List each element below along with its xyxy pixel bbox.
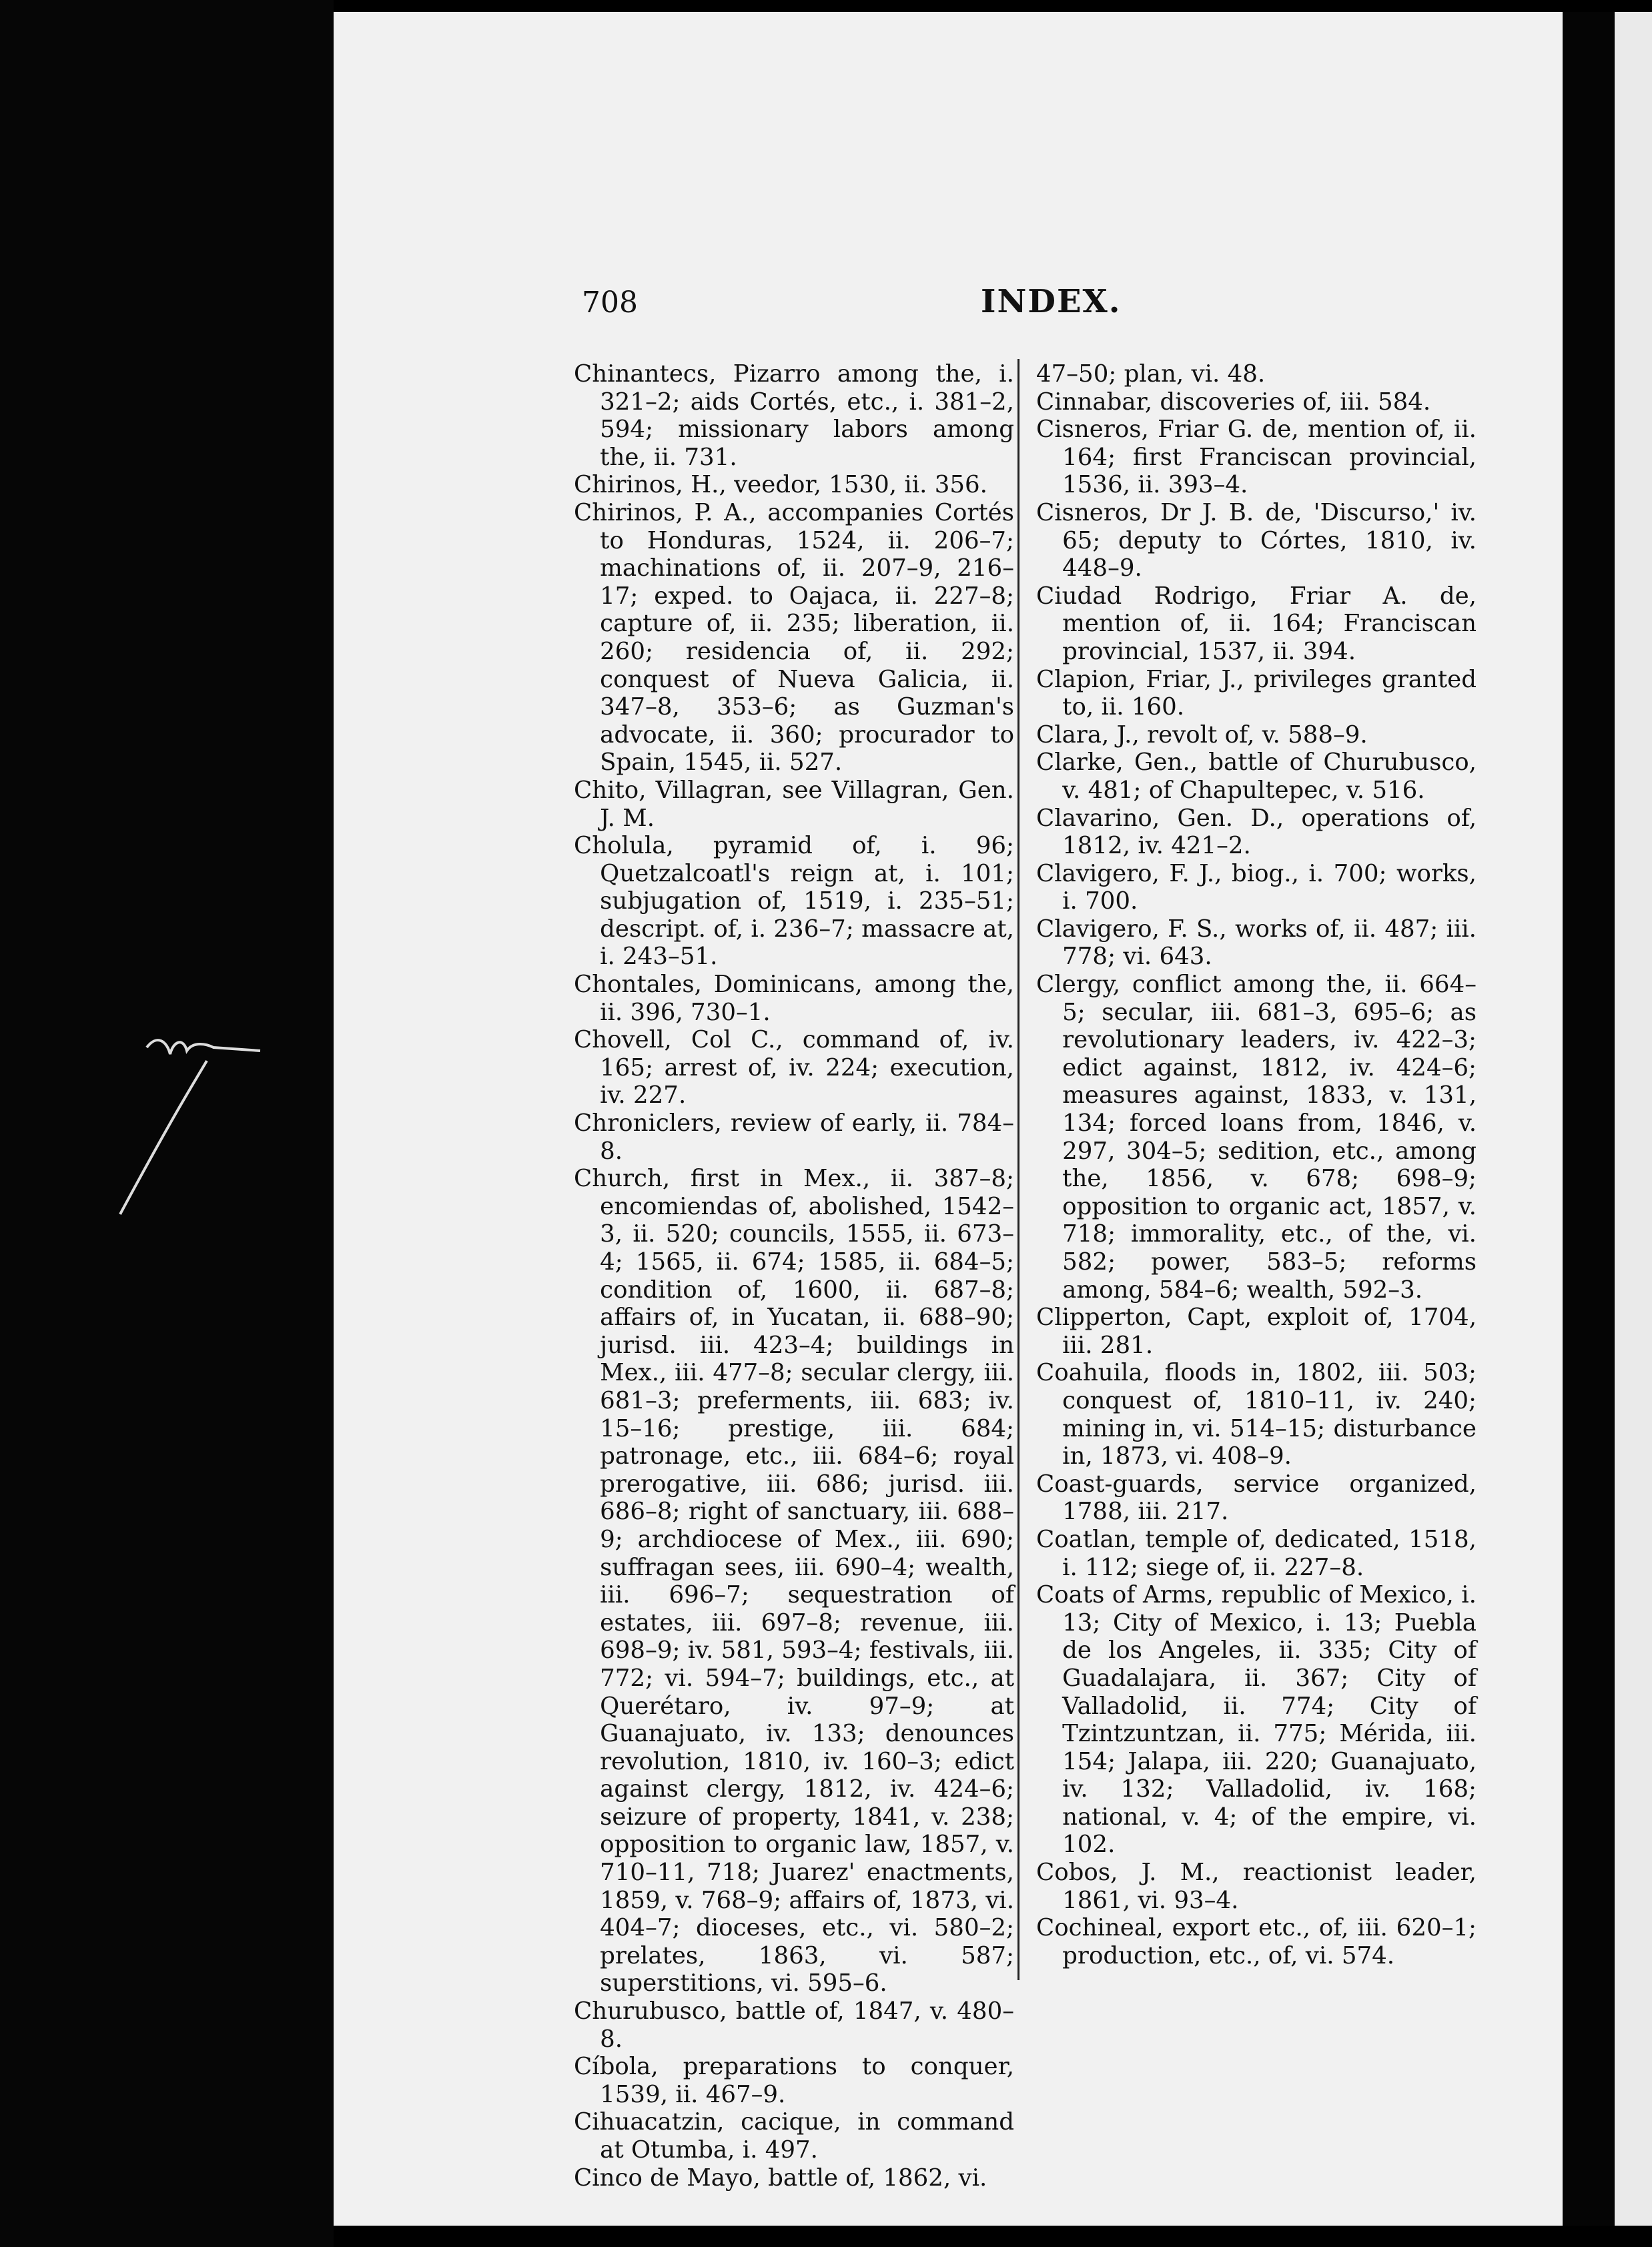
index-entry: Chontales, Dominicans, among the, ii. 396, 730–1. [574, 971, 1014, 1026]
index-entry: Churubusco, battle of, 1847, v. 480–8. [574, 1997, 1014, 2053]
page-number: 708 [582, 286, 638, 320]
index-entry: Clavigero, F. J., biog., i. 700; works, i. 700. [1036, 859, 1477, 915]
index-entry: Clavigero, F. S., works of, ii. 487; iii. 778; vi. 643. [1036, 915, 1477, 971]
index-entry: Clipperton, Capt, exploit of, 1704, iii. 281. [1036, 1304, 1477, 1359]
index-entry: Clavarino, Gen. D., operations of, 1812, iv. 421–2. [1036, 804, 1477, 860]
index-entry: Cinco de Mayo, battle of, 1862, vi. [574, 2164, 987, 2192]
index-entry: Clergy, conflict among the, ii. 664–5; secular, iii. 681–3, 695–6; as revolutionary leaders, iv. 422–3; edict against, 1812, iv. 424–6; measures against, 1833, v. 131, 134; forced loans from, 1846, v. 297, 304–5; sedition, etc., among the, 1856, v. 678; 698–9; opposition to organic act, 1857, v. 718; immorality, etc., of the, vi. 582; power, 583–5; reforms among, 584–6; wealth, 592–3. [1036, 971, 1477, 1304]
index-entry: Clapion, Friar, J., privileges granted to, ii. 160. [1036, 665, 1477, 721]
index-entry: Chito, Villagran, see Villagran, Gen. J. M. [574, 776, 1014, 832]
index-entry: Chroniclers, review of early, ii. 784–8. [574, 1109, 1014, 1165]
index-entry: Cisneros, Dr J. B. de, 'Discurso,' iv. 65; deputy to Córtes, 1810, iv. 448–9. [1036, 498, 1477, 582]
index-entry: Chirinos, H., veedor, 1530, ii. 356. [574, 471, 987, 499]
index-column-left [574, 360, 1014, 2192]
index-entry: Chinantecs, Pizarro among the, i. 321–2; aids Cortés, etc., i. 381–2, 594; missionary labors among the, ii. 731. [574, 360, 1014, 471]
index-entry: Cobos, J. M., reactionist leader, 1861, vi. 93–4. [1036, 1859, 1477, 1914]
index-entry: Cinnabar, discoveries of, iii. 584. [1036, 388, 1431, 416]
index-entry: Coats of Arms, republic of Mexico, i. 13; City of Mexico, i. 13; Puebla de los Angeles, ii. 335; City of Guadalajara, ii. 367; City of Valladolid, ii. 774; City of Tzintzuntzan, ii. 775; Mérida, iii. 154; Jalapa, iii. 220; Guanajuato, iv. 132; Valladolid, iv. 168; national, v. 4; of the empire, vi. 102. [1036, 1581, 1477, 1859]
book-page [334, 12, 1563, 2226]
index-entry-continuation: 47–50; plan, vi. 48. [1036, 360, 1266, 388]
column-divider [1017, 359, 1019, 1980]
facing-page-edge [1615, 12, 1652, 2226]
pencil-scribble-mark [107, 1021, 320, 1234]
index-entry: Cihuacatzin, cacique, in command at Otumba, i. 497. [574, 2108, 1014, 2164]
index-entry: Cholula, pyramid of, i. 96; Quetzalcoatl's reign at, i. 101; subjugation of, 1519, i. 235–51; descript. of, i. 236–7; massacre at, i. 243–51. [574, 832, 1014, 971]
index-column-right [1036, 360, 1477, 1969]
index-entry: Clara, J., revolt of, v. 588–9. [1036, 721, 1368, 749]
index-entry: Coatlan, temple of, dedicated, 1518, i. 112; siege of, ii. 227–8. [1036, 1525, 1477, 1581]
index-entry: Chovell, Col C., command of, iv. 165; arrest of, iv. 224; execution, iv. 227. [574, 1026, 1014, 1109]
index-entry: Cochineal, export etc., of, iii. 620–1; production, etc., of, vi. 574. [1036, 1914, 1477, 1969]
book-gutter [1563, 12, 1615, 2226]
index-entry: Clarke, Gen., battle of Churubusco, v. 481; of Chapultepec, v. 516. [1036, 749, 1477, 804]
index-entry: Cíbola, preparations to conquer, 1539, ii. 467–9. [574, 2053, 1014, 2108]
index-entry: Coahuila, floods in, 1802, iii. 503; conquest of, 1810–11, iv. 240; mining in, vi. 514–15; disturbance in, 1873, vi. 408–9. [1036, 1359, 1477, 1470]
index-entry: Ciudad Rodrigo, Friar A. de, mention of, ii. 164; Franciscan provincial, 1537, ii. 394. [1036, 582, 1477, 665]
index-entry: Church, first in Mex., ii. 387–8; encomiendas of, abolished, 1542–3, ii. 520; councils, 1555, ii. 673–4; 1565, ii. 674; 1585, ii. 684–5; condition of, 1600, ii. 687–8; affairs of, in Yucatan, ii. 688–90; jurisd. iii. 423–4; buildings in Mex., iii. 477–8; secular clergy, iii. 681–3; preferments, iii. 683; iv. 15–16; prestige, iii. 684; patronage, etc., iii. 684–6; royal prerogative, iii. 686; jurisd. iii. 686–8; right of sanctuary, iii. 688–9; archdiocese of Mex., iii. 690; suffragan sees, iii. 690–4; wealth, iii. 696–7; sequestration of estates, iii. 697–8; revenue, iii. 698–9; iv. 581, 593–4; festivals, iii. 772; vi. 594–7; buildings, etc., at Querétaro, iv. 97–9; at Guanajuato, iv. 133; denounces revolution, 1810, iv. 160–3; edict against clergy, 1812, iv. 424–6; seizure of property, 1841, v. 238; opposition to organic law, 1857, v. 710–11, 718; Juarez' enactments, 1859, v. 768–9; affairs of, 1873, vi. 404–7; dioceses, etc., vi. 580–2; prelates, 1863, vi. 587; superstitions, vi. 595–6. [574, 1165, 1014, 1997]
running-header: INDEX. [981, 283, 1122, 320]
index-entry: Cisneros, Friar G. de, mention of, ii. 164; first Franciscan provincial, 1536, ii. 393–4. [1036, 416, 1477, 499]
index-entry: Coast-guards, service organized, 1788, iii. 217. [1036, 1470, 1477, 1526]
index-entry: Chirinos, P. A., accompanies Cortés to Honduras, 1524, ii. 206–7; machinations of, ii. 207–9, 216–17; exped. to Oajaca, ii. 227–8; capture of, ii. 235; liberation, ii. 260; residencia of, ii. 292; conquest of Nueva Galicia, ii. 347–8, 353–6; as Guzman's advocate, ii. 360; procurador to Spain, 1545, ii. 527. [574, 498, 1014, 777]
